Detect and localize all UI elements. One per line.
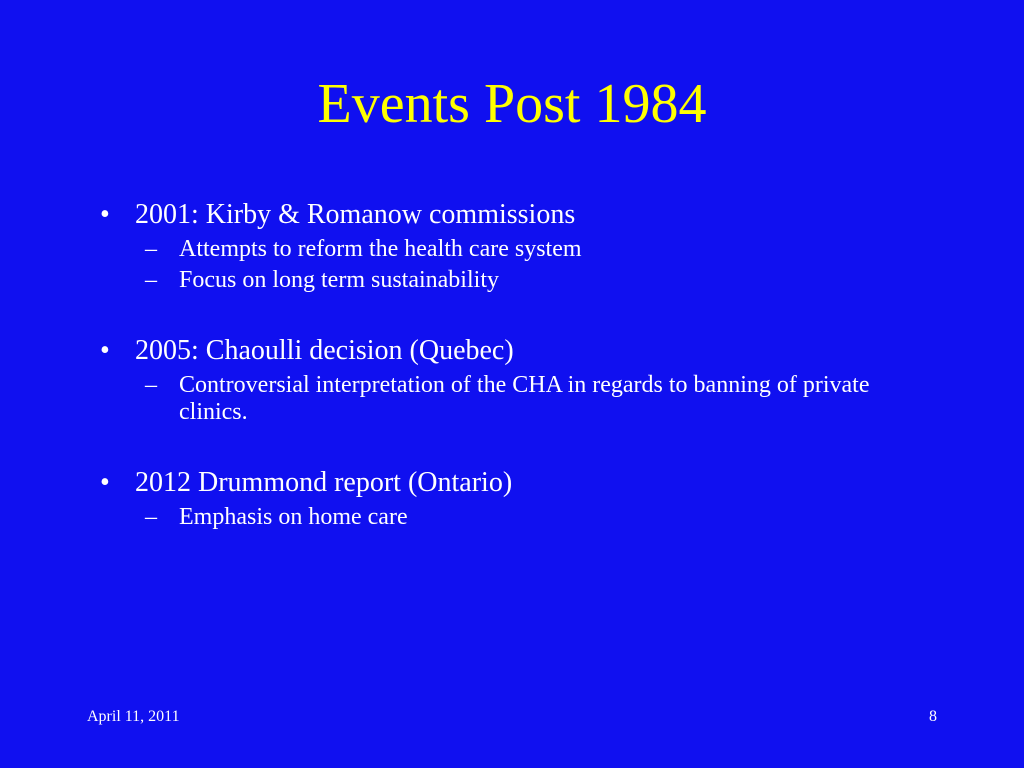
bullet-group-2005	[100, 334, 940, 426]
bullet-marker: •	[100, 467, 110, 498]
bullet-item	[100, 334, 940, 368]
sub-item	[145, 372, 940, 426]
dash-marker: –	[145, 504, 157, 530]
sub-item	[145, 267, 940, 294]
sub-text: Controversial interpretation of the CHA in regards to banning of private clinics.	[179, 372, 870, 425]
bullet-text: 2012 Drummond report (Ontario)	[135, 467, 513, 498]
bullet-marker: •	[100, 335, 110, 366]
bullet-marker: •	[100, 199, 110, 230]
footer-date: April 11, 2011	[87, 708, 180, 725]
slide-title: Events Post 1984	[317, 73, 707, 135]
bullet-group-2012	[100, 466, 940, 531]
sub-item	[145, 236, 940, 263]
sub-text: Attempts to reform the health care system	[179, 236, 582, 262]
bullet-group-2001	[100, 198, 940, 294]
slide-content	[100, 198, 940, 571]
bullet-text: 2005: Chaoulli decision (Quebec)	[135, 335, 514, 366]
sub-list	[145, 236, 940, 294]
dash-marker: –	[145, 267, 157, 293]
dash-marker: –	[145, 236, 157, 262]
sub-list	[145, 372, 940, 426]
sub-item	[145, 504, 940, 531]
bullet-item	[100, 466, 940, 500]
page-number: 8	[929, 708, 937, 725]
dash-marker: –	[145, 372, 157, 398]
sub-list	[145, 504, 940, 531]
bullet-text: 2001: Kirby & Romanow commissions	[135, 199, 576, 230]
sub-text: Emphasis on home care	[179, 504, 408, 530]
bullet-item	[100, 198, 940, 232]
sub-text: Focus on long term sustainability	[179, 267, 499, 293]
